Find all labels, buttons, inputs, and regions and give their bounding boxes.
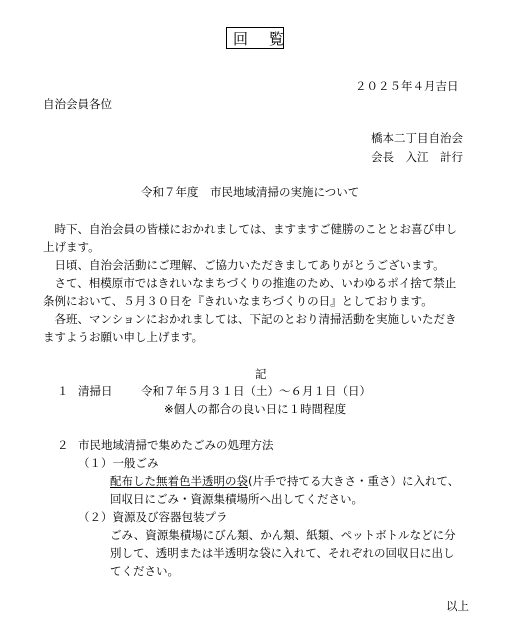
- circulation-stamp: 回 覧: [226, 27, 284, 49]
- subitem-1-label: （１）一般ごみ: [78, 456, 159, 470]
- subitem-2-line-1: ごみ、資源集積場にびん類、かん類、紙類、ペットボトルなどに分: [110, 528, 456, 542]
- body-paragraph-4-line-2: ますようお願い申し上げます。: [43, 330, 204, 344]
- body-paragraph-4-line-1: 各班、マンションにおかれましては、下記のとおり清掃活動を実施しいただき: [43, 312, 457, 326]
- closing-mark: 以上: [446, 599, 469, 613]
- document-date: ２０２５年４月吉日: [355, 79, 459, 93]
- item-1-number: １: [57, 384, 69, 398]
- subitem-1-line-2: 回収日にごみ・資源集積場所へ出してください。: [110, 492, 363, 506]
- body-paragraph-3-line-1: さて、相模原市ではきれいなまちづくりの推進のため、いわゆるポイ捨て禁止: [43, 276, 457, 290]
- subitem-1-line-1-rest: (片手で持てる大きさ・重さ）に入れて、: [248, 474, 460, 488]
- body-paragraph-2: 日頃、自治会活動にご理解、ご協力いただきましてありがとうございます。: [43, 258, 445, 272]
- item-1-label: 清掃日: [78, 384, 113, 398]
- item-2-number: ２: [57, 438, 69, 452]
- subitem-1-line-1: [110, 474, 459, 489]
- item-2-label: 市民地域清掃で集めたごみの処理方法: [78, 438, 274, 452]
- sender-name: 会長 入江 計行: [371, 150, 463, 164]
- subitem-2-label: （２）資源及び容器包装プラ: [78, 510, 228, 524]
- ki-heading: 記: [255, 367, 267, 381]
- sender-organization: 橋本二丁目自治会: [371, 131, 463, 145]
- designated-bag-text: 配布した無着色半透明の袋: [110, 474, 248, 488]
- cleaning-date-note: ※個人の都合の良い日に１時間程度: [164, 402, 347, 416]
- addressee: 自治会員各位: [43, 97, 112, 111]
- body-paragraph-1-line-1: 時下、自治会員の皆様におかれましては、ますますご健勝のこととお喜び申し: [43, 222, 457, 236]
- body-paragraph-1-line-2: 上げます。: [43, 240, 100, 254]
- body-paragraph-3-line-2: 条例において、５月３０日を『きれいなまちづくりの日』としております。: [43, 294, 433, 308]
- document-title: 令和７年度 市民地域清掃の実施について: [141, 185, 360, 199]
- cleaning-date: 令和７年５月３１日（土）～６月１日（日）: [141, 384, 371, 398]
- subitem-2-line-2: 別して、透明または半透明な袋に入れて、それぞれの回収日に出し: [110, 546, 455, 560]
- subitem-2-line-3: てください。: [110, 564, 179, 578]
